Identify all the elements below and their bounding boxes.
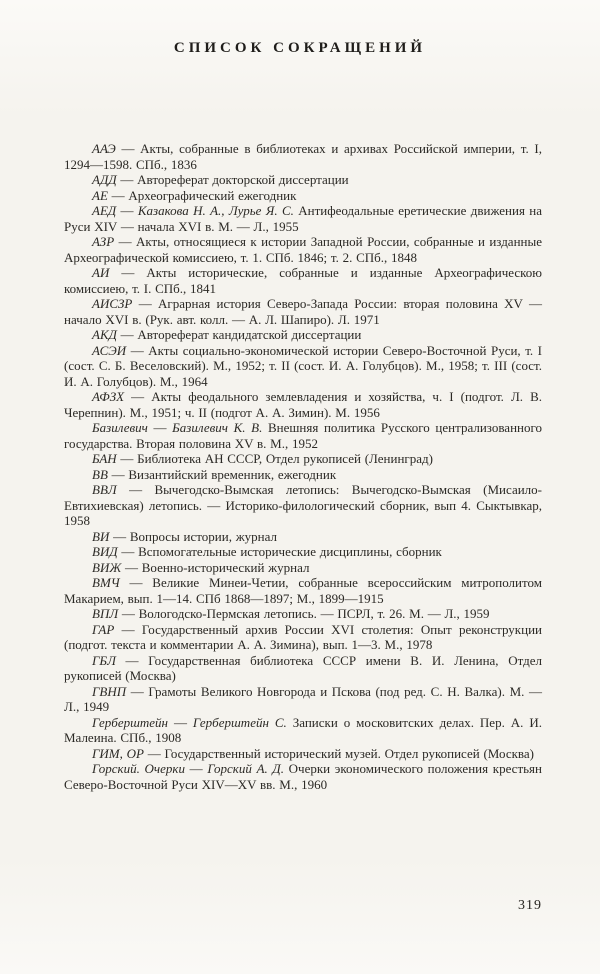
abbreviation-entry: [64, 684, 542, 715]
abbreviation-entry: [64, 188, 542, 204]
entry-author: Базилевич К. В.: [172, 420, 263, 435]
abbreviation-entry: [64, 715, 542, 746]
entry-text: — Аграрная история Северо-Запада России: вторая половина XV — начало XVI в. (Рук. авт. колл. — А. Л. Шапиро). Л. 1971: [64, 296, 542, 327]
entry-term: АЗР: [92, 234, 115, 249]
abbreviation-entry: [64, 203, 542, 234]
entry-text: — Акты социально-экономической истории Северо-Восточной Руси, т. I (сост. С. Б. Веселовский). М., 1952; т. II (сост. И. А. Голубцов). М., 1958; т. III (сост. И. А. Голубцов). М., 1964: [64, 342, 542, 389]
abbreviation-entry: [64, 544, 542, 560]
entry-term: АИСЗР: [92, 296, 133, 311]
entry-text: —: [168, 714, 193, 730]
entry-text: — Акты, собранные в библиотеках и архивах Российской империи, т. I, 1294—1598. СПб., 1836: [64, 141, 542, 172]
entry-text: — Грамоты Великого Новгорода и Пскова (под ред. С. Н. Валка). М. — Л., 1949: [64, 683, 542, 714]
abbreviation-entry: [64, 746, 542, 762]
entry-term: АКД: [92, 327, 117, 342]
entry-text: —: [116, 203, 138, 218]
entry-term: ГВНП: [92, 683, 127, 699]
abbreviation-entry: [64, 296, 542, 327]
entry-text: — Акты исторические, собранные и изданные Археографическою комиссиею, т. I. СПб., 1841: [64, 265, 542, 296]
entry-text: — Акты, относящиеся к истории Западной России, собранные и изданные Археографической комиссиею, т. 1. СПб. 1846; т. 2. СПб., 1848: [64, 234, 542, 265]
entry-author: Казакова Н. А., Лурье Я. С.: [137, 203, 294, 218]
entry-term: ГИМ, ОР: [92, 745, 144, 761]
abbreviation-entry: [64, 327, 542, 343]
abbreviation-entry: [64, 451, 542, 467]
page-title: СПИСОК СОКРАЩЕНИЙ: [173, 40, 427, 56]
abbreviation-entry: [64, 560, 542, 576]
entry-text: Очерки экономического положения крестьян Северо-Восточной Руси XIV—XV вв. М., 1960: [64, 761, 542, 792]
entry-term: ГАР: [92, 621, 115, 637]
entry-text: — Акты феодального землевладения и хозяйства, ч. I (подгот. Л. В. Черепнин). М., 1951; ч. II (подгот А. А. Зимин). М. 1956: [64, 389, 542, 420]
abbreviation-entry: [64, 172, 542, 188]
abbreviation-entry: [64, 420, 542, 451]
entry-author: Горский А. Д.: [207, 761, 284, 776]
entry-term: ВПЛ: [92, 606, 119, 621]
entry-text: —: [184, 761, 208, 776]
abbreviation-entry: [64, 389, 542, 420]
entry-text: — Археографический ежегодник: [107, 187, 297, 203]
abbreviation-entry: [64, 622, 542, 653]
entry-term: ВИЖ: [92, 559, 122, 575]
entry-term: АЕД: [92, 203, 117, 218]
entry-term: ВИ: [92, 528, 110, 544]
entry-text: — Государственный исторический музей. Отдел рукописей (Москва): [143, 745, 534, 761]
abbreviation-entry: [64, 575, 542, 606]
abbreviation-entry: [64, 234, 542, 265]
entry-text: — Библиотека АН СССР, Отдел рукописей (Ленинград): [116, 451, 433, 466]
entry-text: Внешняя политика Русского централизованного государства. Вторая половина XV в. М., 1952: [64, 420, 542, 451]
entry-term: АФЗХ: [92, 389, 125, 404]
entry-text: — Автореферат докторской диссертации: [116, 172, 349, 187]
entry-term: Базилевич: [92, 420, 148, 435]
entry-text: Антифеодальные еретические движения на Руси XIV — начала XVI в. М. — Л., 1955: [64, 203, 543, 234]
abbreviation-entry: [64, 529, 542, 545]
abbreviation-entry: [64, 606, 542, 622]
entry-text: — Византийский временник, ежегодник: [107, 466, 337, 482]
entry-text: — Вопросы истории, журнал: [109, 528, 278, 544]
abbreviation-entry: [64, 761, 542, 792]
abbreviation-entry: [64, 482, 542, 529]
entry-term: АДД: [92, 172, 117, 187]
entry-term: Герберштейн: [92, 714, 169, 730]
entry-text: — Государственный архив России XVI столетия: Опыт реконструкции (подгот. текста и комментарии А. А. Зимина), вып. 1—3. М., 1978: [64, 621, 542, 652]
entry-text: —: [147, 420, 173, 435]
abbreviation-entry: [64, 343, 542, 390]
entry-term: ВМЧ: [92, 575, 120, 590]
entry-author: Герберштейн С.: [192, 714, 287, 730]
entry-term: АИ: [92, 265, 110, 280]
abbreviation-entry: [64, 265, 542, 296]
entry-term: ВВ: [92, 466, 108, 482]
page-number: 319: [518, 898, 542, 913]
entry-text: — Автореферат кандидатской диссертации: [116, 327, 362, 342]
abbreviation-entry: [64, 467, 542, 483]
entry-text: — Военно-исторический журнал: [121, 559, 310, 575]
entry-term: Горский. Очерки: [92, 761, 185, 776]
entry-term: АЕ: [92, 187, 108, 203]
entry-term: ГБЛ: [92, 652, 116, 668]
abbreviation-entry: [64, 653, 542, 684]
entry-term: ВИД: [92, 544, 118, 559]
entry-text: Записки о московитских делах. Пер. А. И. Малеина. СПб., 1908: [64, 714, 542, 745]
abbreviation-list: [64, 141, 542, 792]
entry-term: ААЭ: [92, 141, 116, 156]
entry-text: — Великие Минеи-Четии, собранные всероссийским митрополитом Макарием, вып. 1—14. СПб 1868—1897; М., 1899—1915: [64, 575, 542, 606]
entry-text: — Государственная библиотека СССР имени В. И. Ленина, Отдел рукописей (Москва): [64, 652, 542, 683]
entry-term: АСЭИ: [92, 342, 127, 358]
abbreviation-entry: [64, 141, 542, 172]
entry-text: — Вычегодско-Вымская летопись: Вычегодско-Вымская (Мисаило-Евтихиевская) летопись. — Историко-филологический сборник, вып 4. Сыктывкар, 1958: [64, 482, 542, 528]
entry-text: — Вологодско-Пермская летопись. — ПСРЛ, т. 26. М. — Л., 1959: [118, 606, 490, 621]
entry-term: ВВЛ: [92, 482, 117, 497]
entry-term: БАН: [92, 451, 117, 466]
entry-text: — Вспомогательные исторические дисциплины, сборник: [117, 544, 442, 559]
